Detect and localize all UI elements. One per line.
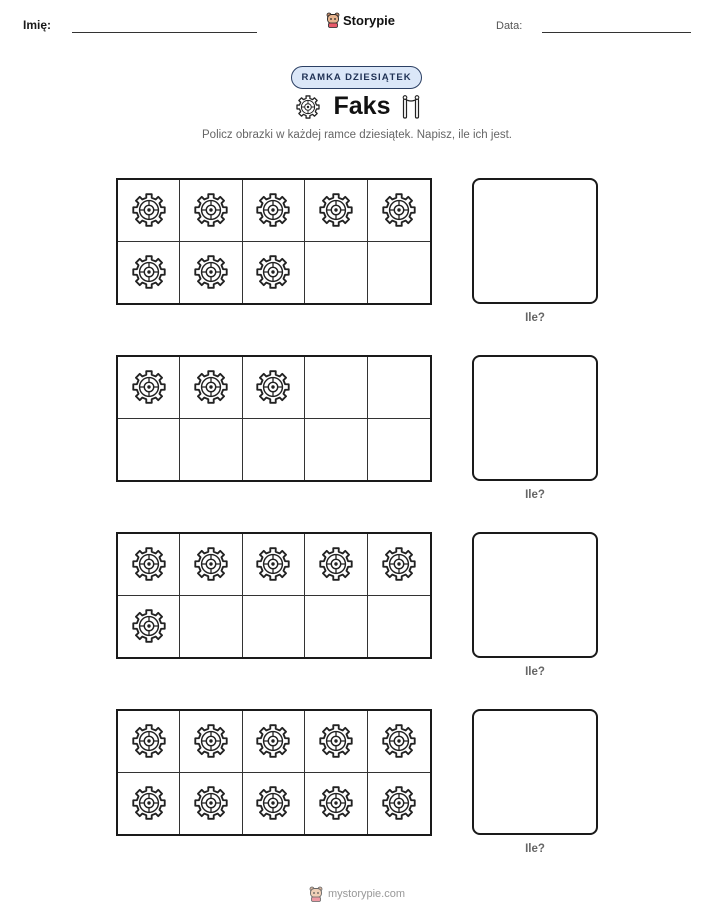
gear-icon [253, 252, 293, 292]
name-label: Imię: [23, 18, 52, 32]
frame-cell [243, 419, 305, 481]
brand-name: Storypie [343, 12, 396, 28]
frame-cell [305, 711, 367, 773]
gear-icon [379, 544, 419, 584]
frame-cell [305, 773, 367, 835]
frame-cell [368, 180, 430, 242]
gear-icon [191, 252, 231, 292]
gear-icon [129, 252, 169, 292]
question-label-1: Ile? [525, 312, 545, 324]
gear-icon [191, 544, 231, 584]
gear-icon [129, 783, 169, 823]
answer-box-3[interactable] [472, 532, 598, 658]
gear-icon [129, 190, 169, 230]
frame-cell [118, 357, 180, 419]
gear-icon [253, 783, 293, 823]
title-row [0, 92, 714, 121]
gear-icon [379, 190, 419, 230]
ten-frame-1 [116, 178, 432, 305]
frame-cell [118, 773, 180, 835]
frame-cell [118, 419, 180, 481]
frame-cell [180, 242, 242, 304]
frame-cell [118, 180, 180, 242]
gear-icon [379, 783, 419, 823]
gear-icon [129, 721, 169, 761]
footer-url: mystorypie.com [327, 888, 406, 900]
frame-cell [180, 419, 242, 481]
gear-icon [129, 544, 169, 584]
mascot-icon [326, 12, 340, 28]
answer-box-2[interactable] [472, 355, 598, 481]
frame-cell [368, 773, 430, 835]
frame-cell [368, 711, 430, 773]
mascot-icon [309, 886, 323, 902]
frame-cell [243, 711, 305, 773]
frame-cell [305, 596, 367, 658]
frame-cell [305, 419, 367, 481]
question-label-4: Ile? [525, 843, 545, 855]
frame-cell [368, 596, 430, 658]
gear-icon [191, 190, 231, 230]
frame-cell [243, 596, 305, 658]
frame-cell [118, 596, 180, 658]
gear-icon [316, 783, 356, 823]
fax-icon [402, 94, 420, 120]
frame-cell [180, 773, 242, 835]
gear-icon [316, 721, 356, 761]
frame-cell [243, 357, 305, 419]
frame-cell [180, 711, 242, 773]
gear-icon [129, 367, 169, 407]
gear-icon [191, 721, 231, 761]
question-label-3: Ile? [525, 666, 545, 678]
frame-cell [305, 180, 367, 242]
frame-cell [243, 534, 305, 596]
gear-icon [294, 93, 322, 121]
instructions: Policz obrazki w każdej ramce dziesiątek. Napisz, ile ich jest. [202, 129, 512, 141]
frame-cell [243, 773, 305, 835]
footer [0, 886, 714, 902]
frame-cell [305, 357, 367, 419]
question-label-2: Ile? [525, 489, 545, 501]
gear-icon [191, 783, 231, 823]
date-line[interactable] [542, 32, 691, 33]
frame-cell [180, 596, 242, 658]
gear-icon [316, 190, 356, 230]
worksheet-type-badge: RAMKA DZIESIĄTEK [291, 66, 422, 89]
gear-icon [129, 606, 169, 646]
ten-frame-2 [116, 355, 432, 482]
frame-cell [305, 242, 367, 304]
gear-icon [253, 190, 293, 230]
frame-cell [180, 180, 242, 242]
ten-frame-3 [116, 532, 432, 659]
name-line[interactable] [72, 32, 257, 33]
gear-icon [316, 544, 356, 584]
frame-cell [118, 711, 180, 773]
date-label: Data: [496, 20, 523, 32]
gear-icon [191, 367, 231, 407]
gear-icon [253, 367, 293, 407]
brand-logo [326, 12, 395, 28]
frame-cell [368, 534, 430, 596]
frame-cell [368, 419, 430, 481]
ten-frame-4 [116, 709, 432, 836]
answer-box-4[interactable] [472, 709, 598, 835]
frame-cell [180, 357, 242, 419]
frame-cell [368, 242, 430, 304]
gear-icon [253, 721, 293, 761]
frame-cell [118, 534, 180, 596]
frame-cell [368, 357, 430, 419]
frame-cell [305, 534, 367, 596]
answer-box-1[interactable] [472, 178, 598, 304]
frame-cell [180, 534, 242, 596]
gear-icon [253, 544, 293, 584]
frame-cell [243, 242, 305, 304]
frame-cell [243, 180, 305, 242]
page-title: Faks [333, 92, 391, 120]
gear-icon [379, 721, 419, 761]
frame-cell [118, 242, 180, 304]
